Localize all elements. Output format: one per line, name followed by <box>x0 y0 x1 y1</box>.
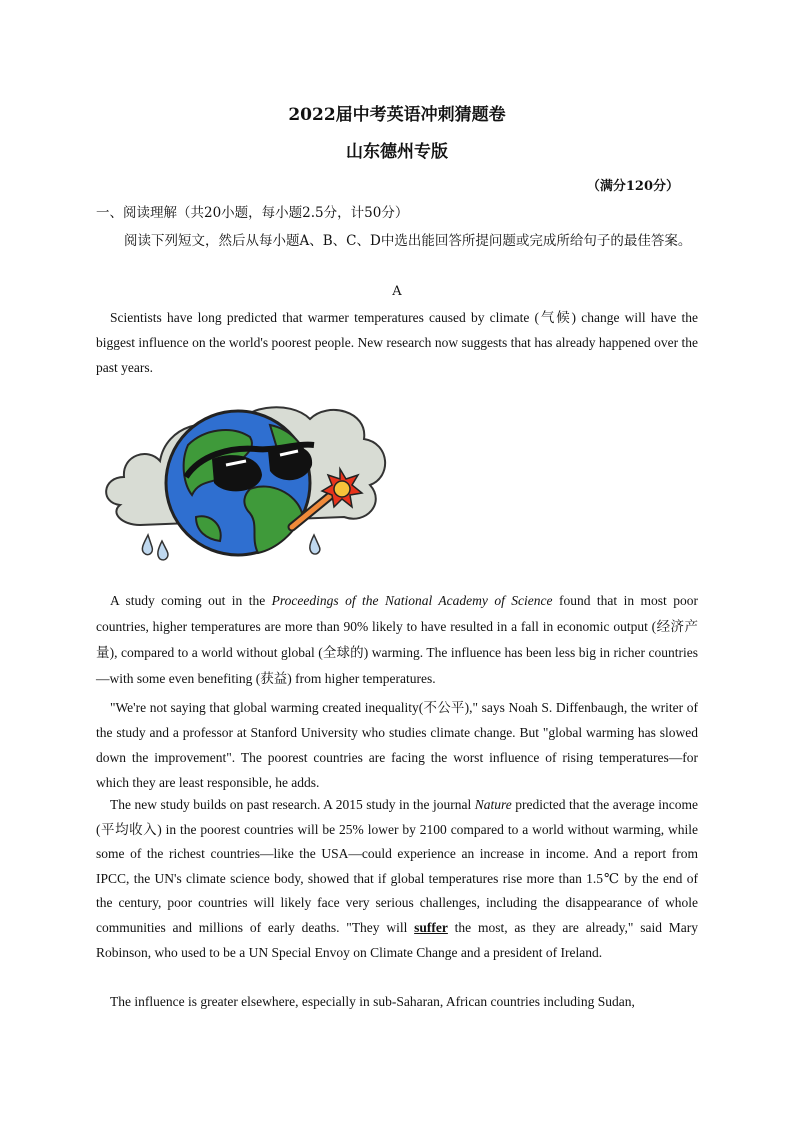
passage-letter: A <box>392 284 402 299</box>
paragraph-2-rest: found that in most poor countries, higher temperatures are more than 90% likely to have resulted in a fall in economic output (经济产量), compared to a world without global (全球的) warming. The influence has been less big in richer countries—with some even benefiting (获益) from higher temperatures. <box>96 593 698 686</box>
paragraph-3: "We're not saying that global warming created inequality(不公平)," says Noah S. Diffenbaugh, the writer of the study and a professor at Stanford University who studies climate change. But "global warming has slowed down the improvement". The poorest countries are facing the worst influence of rising temperatures—for which they are least responsible, he adds. <box>96 700 698 790</box>
earth-with-sunglasses-and-thermometer-icon <box>100 385 392 567</box>
paragraph-2 <box>96 588 698 692</box>
section-heading: 一、阅读理解（共20小题，每小题2.5分，计50分） <box>96 205 409 221</box>
full-score: （满分120分） <box>586 179 679 194</box>
exam-subtitle: 山东德州专版 <box>346 142 448 162</box>
paragraph-4 <box>96 793 698 965</box>
section-instruction: 阅读下列短文，然后从每小题A、B、C、D中选出能回答所提问题或完成所给句子的最佳答案。 <box>124 233 692 249</box>
paragraph-5: The influence is greater elsewhere, especially in sub-Saharan, African countries including Sudan, <box>110 994 635 1009</box>
paragraph-1: Scientists have long predicted that warmer temperatures caused by climate (气候) change will have the biggest influence on the world's poorest people. New research now suggests that has already happened over the past years. <box>96 310 698 375</box>
paragraph-4-rest: the most, as they are already," said Mary Robinson, who used to be a UN Special Envoy on Climate Change and a president of Ireland. <box>96 919 698 960</box>
paragraph-4-mid: predicted that the average income (平均收入) in the poorest countries will be 25% lower by 2100 compared to a world without warming, while some of the richest countries—like the USA—could experience an increase in income. And a report from IPCC, the UN's climate science body, showed that if global temperatures rise more than 1.5℃ by the end of the century, poor countries will likely face very serious challenges, including the disappearance of whole communities and millions of early deaths. "They will <box>96 797 698 935</box>
journal-name-nature: Nature <box>474 797 512 812</box>
exam-title: 2022届中考英语冲刺猜题卷 <box>288 105 506 125</box>
keyword-suffer: suffer <box>414 919 448 935</box>
journal-name-pnas: Proceedings of the National Academy of Science <box>271 593 553 608</box>
paragraph-2-lead: A study coming out in the <box>110 593 272 608</box>
paragraph-4-lead: The new study builds on past research. A 2015 study in the journal <box>110 797 475 812</box>
